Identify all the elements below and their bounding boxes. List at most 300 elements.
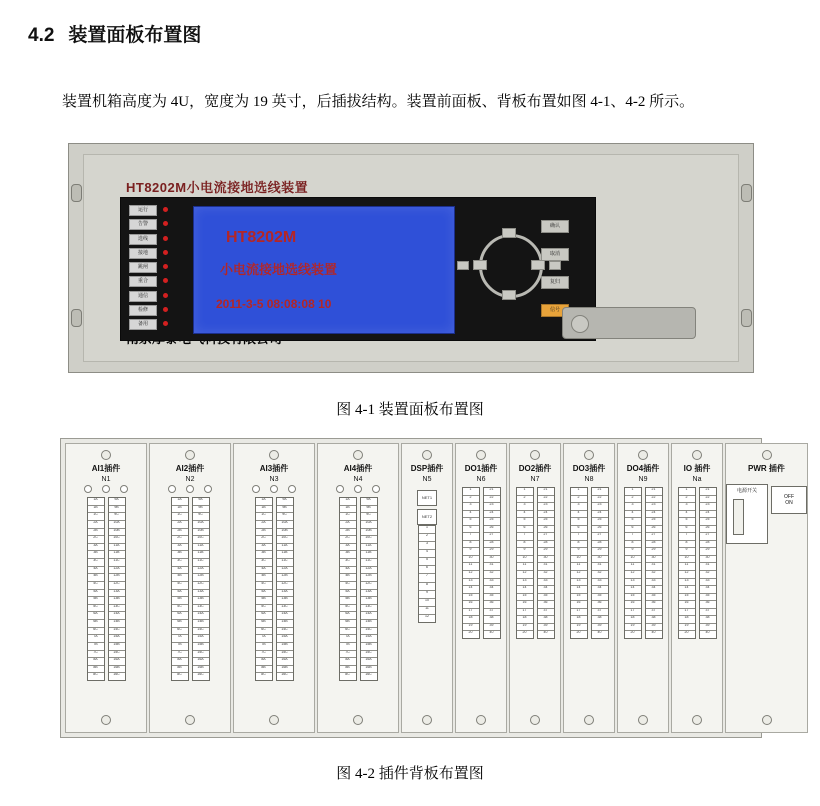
terminal-cell: 6A [340, 612, 356, 620]
indicator-led-column [129, 204, 185, 334]
dip-switch[interactable] [771, 486, 807, 514]
terminal-cell: 11A [277, 544, 293, 552]
led-row [129, 261, 185, 275]
terminal-cell: 34 [538, 586, 554, 594]
led-row [129, 204, 185, 218]
backplane-slot [317, 443, 399, 733]
terminal-cell: 14 [463, 586, 479, 594]
terminal-cell: 4B [256, 574, 272, 582]
function-key-2[interactable]: 取消 [541, 248, 569, 261]
nav-down-button[interactable] [502, 290, 516, 300]
terminal-cell: 9A [193, 498, 209, 506]
terminal-cell: 24 [700, 511, 716, 519]
terminal-cell: 16C [281, 673, 288, 677]
terminal-cell: 11A [193, 544, 209, 552]
slot-label: DO1插件 [464, 464, 498, 473]
terminal-cell: 14A [277, 612, 293, 620]
terminal-cell: 3A [256, 544, 272, 552]
terminal-cell: 1C [172, 513, 188, 521]
terminal-cell: 7C [88, 651, 104, 659]
slot-label: DO2插件 [518, 464, 552, 473]
terminal-cell: 9A [277, 498, 293, 506]
terminal-cell: 10A [361, 521, 377, 529]
led-row [129, 304, 185, 318]
screw-icon [692, 450, 702, 460]
device-model-label: HT8202M小电流接地选线装置 [126, 180, 309, 195]
connector-dot-icon [204, 485, 212, 493]
nav-prev-button[interactable] [457, 261, 469, 270]
terminal-cell: 11B [361, 551, 377, 559]
terminal-cell: 4A [88, 567, 104, 575]
terminal-cell: 25 [700, 518, 716, 526]
connector-dot-group [168, 485, 212, 493]
terminal-cell: 1B [256, 506, 272, 514]
connector-dot-icon [120, 485, 128, 493]
led-indicator-icon [163, 207, 168, 212]
terminal-cell: 38 [646, 616, 662, 624]
terminal-cell: 17 [517, 609, 533, 617]
figure-front-panel [68, 143, 754, 373]
terminal-cell: 3 [679, 503, 695, 511]
terminal-cell: 18 [517, 616, 533, 624]
terminal-cell: 23 [700, 503, 716, 511]
terminal-area [150, 495, 230, 732]
led-indicator-icon [163, 250, 168, 255]
terminal-cell: 1C [340, 513, 356, 521]
terminal-block [87, 497, 105, 681]
led-indicator-icon [163, 307, 168, 312]
terminal-cell: 5B [172, 597, 188, 605]
terminal-cell: 20 [576, 631, 581, 635]
terminal-cell: 32 [646, 571, 662, 579]
terminal-cell: 5C [88, 605, 104, 613]
terminal-cell: 30 [484, 556, 500, 564]
terminal-cell: 15C [193, 651, 209, 659]
terminal-cell: 14B [361, 620, 377, 628]
function-key-1[interactable]: 确认 [541, 220, 569, 233]
terminal-cell: 15 [679, 594, 695, 602]
function-key-3[interactable]: 复归 [541, 276, 569, 289]
ethernet-port-1[interactable]: NET1 [417, 490, 437, 506]
terminal-block [360, 497, 378, 681]
terminal-cell: 7B [172, 643, 188, 651]
terminal-cell: 19 [463, 624, 479, 632]
lcd-line-model: HT8202M [226, 229, 297, 246]
terminal-cell: 13A [109, 590, 125, 598]
terminal-cell: 17 [679, 609, 695, 617]
backplane-slot [671, 443, 723, 733]
terminal-cell: 9C [109, 513, 125, 521]
terminal-cell: 14B [109, 620, 125, 628]
terminal-area [234, 495, 314, 732]
terminal-cell: 8C [177, 673, 182, 677]
screw-icon [101, 715, 111, 725]
terminal-cell: 6C [256, 628, 272, 636]
terminal-cell: 13A [277, 590, 293, 598]
screw-icon [476, 450, 486, 460]
terminal-cell: 7 [419, 574, 435, 582]
figure-1-caption: 图 4-1 装置面板布置图 [336, 402, 484, 418]
terminal-cell: 11A [109, 544, 125, 552]
terminal-cell: 17 [571, 609, 587, 617]
screw-icon [185, 450, 195, 460]
terminal-cell: 4C [172, 582, 188, 590]
terminal-cell: 5C [256, 605, 272, 613]
terminal-cell: 7B [256, 643, 272, 651]
terminal-cell: 15A [193, 635, 209, 643]
screw-icon [185, 715, 195, 725]
led-indicator-icon [163, 278, 168, 283]
led-label: 检修 [129, 305, 157, 316]
terminal-cell: 23 [484, 503, 500, 511]
terminal-cell: 10C [277, 536, 293, 544]
terminal-cell: 12 [571, 571, 587, 579]
terminal-cell: 11B [109, 551, 125, 559]
backplane-slot [149, 443, 231, 733]
terminal-cell: 13C [109, 605, 125, 613]
terminal-area [66, 495, 146, 732]
nav-up-button[interactable] [502, 228, 516, 238]
terminal-cell: 16B [109, 666, 125, 674]
body-paragraph: 装置机箱高度为 4U，宽度为 19 英寸，后插拔结构。装置前面板、背板布置如图 4-1、4-2 所示。 [62, 94, 695, 110]
terminal-cell: 3 [419, 542, 435, 550]
terminal-area [456, 485, 506, 732]
terminal-cell: 15B [277, 643, 293, 651]
terminal-cell: 7 [517, 533, 533, 541]
terminal-cell: 9B [361, 506, 377, 514]
terminal-cell: 16B [193, 666, 209, 674]
terminal-cell: 33 [700, 579, 716, 587]
terminal-cell: 39 [538, 624, 554, 632]
led-row [129, 247, 185, 261]
terminal-cell: 11A [361, 544, 377, 552]
terminal-cell: 9C [361, 513, 377, 521]
terminal-cell: 12 [517, 571, 533, 579]
terminal-cell: 13C [193, 605, 209, 613]
terminal-cell: 12A [193, 567, 209, 575]
terminal-cell: 15 [625, 594, 641, 602]
terminal-cell: 27 [592, 533, 608, 541]
terminal-cell: 21 [592, 488, 608, 496]
terminal-cell: 26 [700, 526, 716, 534]
terminal-cell: 21 [646, 488, 662, 496]
terminal-cell: 38 [538, 616, 554, 624]
terminal-cell: 30 [700, 556, 716, 564]
terminal-cell: 5A [172, 590, 188, 598]
terminal-cell: 8 [571, 541, 587, 549]
lcd-line-subtitle: 小电流接地选线装置 [220, 262, 338, 277]
slot-sub-label: N3 [269, 476, 279, 483]
terminal-cell: 9A [109, 498, 125, 506]
terminal-cell: 2C [172, 536, 188, 544]
terminal-cell: 15C [361, 651, 377, 659]
led-label: 跳闸 [129, 262, 157, 273]
terminal-cell: 15 [463, 594, 479, 602]
screw-icon [422, 715, 432, 725]
mount-hole-icon [71, 184, 82, 202]
terminal-cell: 17 [463, 609, 479, 617]
terminal-cell: 33 [592, 579, 608, 587]
terminal-cell: 1 [419, 526, 435, 534]
power-switch-lever[interactable] [733, 499, 744, 535]
terminal-cell: 2B [256, 529, 272, 537]
terminal-cell: 15B [361, 643, 377, 651]
terminal-cell: 6 [419, 566, 435, 574]
front-panel-black-area [120, 197, 596, 341]
terminal-cell: 18 [463, 616, 479, 624]
terminal-cell: 20 [630, 631, 635, 635]
terminal-cell: 16C [197, 673, 204, 677]
terminal-area [564, 485, 614, 732]
terminal-cell: 26 [646, 526, 662, 534]
led-indicator-icon [163, 293, 168, 298]
terminal-area [672, 485, 722, 732]
terminal-cell: 13B [109, 597, 125, 605]
terminal-cell: 8A [172, 658, 188, 666]
terminal-cell: 4 [679, 511, 695, 519]
terminal-cell: 10C [361, 536, 377, 544]
terminal-cell: 34 [700, 586, 716, 594]
terminal-block [339, 497, 357, 681]
terminal-block [624, 487, 642, 639]
terminal-cell: 10A [109, 521, 125, 529]
terminal-cell: 19 [679, 624, 695, 632]
led-label: 接地 [129, 248, 157, 259]
terminal-cell: 3 [571, 503, 587, 511]
terminal-cell: 10C [193, 536, 209, 544]
terminal-cell: 12C [277, 582, 293, 590]
terminal-cell: 10A [193, 521, 209, 529]
terminal-cell: 2B [172, 529, 188, 537]
terminal-cell: 15B [109, 643, 125, 651]
connector-dot-icon [354, 485, 362, 493]
terminal-cell: 16A [361, 658, 377, 666]
terminal-cell: 26 [538, 526, 554, 534]
terminal-cell: 8 [463, 541, 479, 549]
led-label: 备用 [129, 319, 157, 330]
terminal-cell: 39 [646, 624, 662, 632]
terminal-cell: 3B [172, 551, 188, 559]
terminal-cell: 11C [193, 559, 209, 567]
terminal-cell: 15B [193, 643, 209, 651]
terminal-cell: 25 [592, 518, 608, 526]
terminal-cell: 39 [484, 624, 500, 632]
terminal-cell: 11 [679, 563, 695, 571]
led-indicator-icon [163, 321, 168, 326]
terminal-cell: 4A [256, 567, 272, 575]
terminal-cell: 37 [538, 609, 554, 617]
led-row [129, 275, 185, 289]
terminal-cell: 34 [646, 586, 662, 594]
terminal-cell: 16C [113, 673, 120, 677]
slot-sub-label: N4 [353, 476, 363, 483]
terminal-area [726, 476, 807, 732]
terminal-cell: 10 [463, 556, 479, 564]
terminal-cell: 29 [646, 548, 662, 556]
terminal-cell: 11 [419, 607, 435, 615]
dip-switch-label: OFF [784, 494, 794, 500]
terminal-cell: 5A [88, 590, 104, 598]
terminal-cell: 8A [256, 658, 272, 666]
terminal-cell: 3 [463, 503, 479, 511]
terminal-cell: 31 [484, 563, 500, 571]
terminal-cell: 13 [463, 579, 479, 587]
led-label: 运行 [129, 205, 157, 216]
terminal-cell: 13 [679, 579, 695, 587]
led-label: 重合 [129, 276, 157, 287]
terminal-cell: 13B [277, 597, 293, 605]
terminal-cell: 1 [463, 488, 479, 496]
terminal-cell: 32 [592, 571, 608, 579]
terminal-cell: 10A [277, 521, 293, 529]
terminal-cell: 9C [193, 513, 209, 521]
dsp-connector-column [417, 487, 437, 623]
terminal-cell: 33 [484, 579, 500, 587]
terminal-cell: 32 [700, 571, 716, 579]
terminal-cell: 28 [700, 541, 716, 549]
ethernet-port-2[interactable]: NET2 [417, 509, 437, 525]
backplane-slot [65, 443, 147, 733]
terminal-cell: 20 [684, 631, 689, 635]
terminal-cell: 8B [340, 666, 356, 674]
power-switch-box[interactable] [726, 484, 768, 544]
terminal-cell: 16 [679, 601, 695, 609]
terminal-cell: 14 [679, 586, 695, 594]
terminal-cell: 1B [88, 506, 104, 514]
terminal-cell: 20 [522, 631, 527, 635]
terminal-cell: 36 [592, 601, 608, 609]
terminal-cell: 18 [571, 616, 587, 624]
terminal-cell: 4 [625, 511, 641, 519]
terminal-cell: 23 [538, 503, 554, 511]
terminal-cell: 7A [340, 635, 356, 643]
terminal-cell: 2A [256, 521, 272, 529]
function-key-4[interactable]: 信号 [541, 304, 569, 317]
terminal-cell: 3A [172, 544, 188, 552]
terminal-cell: 11C [361, 559, 377, 567]
terminal-block [108, 497, 126, 681]
terminal-cell: 30 [646, 556, 662, 564]
terminal-area [402, 485, 452, 732]
slot-sub-label: N7 [530, 476, 540, 483]
terminal-cell: 4C [256, 582, 272, 590]
panel-handle [562, 307, 696, 339]
terminal-cell: 21 [700, 488, 716, 496]
terminal-cell: 10 [517, 556, 533, 564]
navigation-pad[interactable] [473, 228, 545, 300]
terminal-cell: 35 [646, 594, 662, 602]
terminal-cell: 10 [625, 556, 641, 564]
connector-dot-group [336, 485, 380, 493]
terminal-cell: 11B [193, 551, 209, 559]
terminal-block [255, 497, 273, 681]
terminal-cell: 8 [517, 541, 533, 549]
terminal-cell: 3 [517, 503, 533, 511]
screw-icon [584, 450, 594, 460]
terminal-cell: 7B [88, 643, 104, 651]
terminal-cell: 19 [571, 624, 587, 632]
terminal-cell: 12B [277, 574, 293, 582]
slot-label: IO 插件 [683, 464, 711, 473]
terminal-cell: 13C [361, 605, 377, 613]
terminal-cell: 16 [625, 601, 641, 609]
terminal-cell: 10B [277, 529, 293, 537]
terminal-cell: 6A [256, 612, 272, 620]
terminal-cell: 8 [625, 541, 641, 549]
screw-icon [692, 715, 702, 725]
terminal-cell: 2 [419, 534, 435, 542]
terminal-cell: 16A [109, 658, 125, 666]
slot-label: AI1插件 [91, 464, 121, 473]
terminal-cell: 29 [700, 548, 716, 556]
terminal-cell: 17 [625, 609, 641, 617]
terminal-cell: 9 [625, 548, 641, 556]
terminal-cell: 40 [543, 631, 548, 635]
figure-2-caption: 图 4-2 插件背板布置图 [336, 766, 484, 782]
terminal-cell: 7A [256, 635, 272, 643]
terminal-cell: 12B [361, 574, 377, 582]
screw-icon [422, 450, 432, 460]
terminal-cell: 7 [463, 533, 479, 541]
nav-left-button[interactable] [473, 260, 487, 270]
terminal-cell: 3C [340, 559, 356, 567]
power-switch-title: 电源开关 [736, 488, 757, 494]
terminal-cell: 35 [592, 594, 608, 602]
terminal-cell: 14 [517, 586, 533, 594]
terminal-cell: 11 [571, 563, 587, 571]
led-row [129, 318, 185, 332]
terminal-cell: 3B [340, 551, 356, 559]
terminal-cell: 6A [88, 612, 104, 620]
connector-dot-icon [102, 485, 110, 493]
terminal-cell: 5 [679, 518, 695, 526]
terminal-cell: 14C [277, 628, 293, 636]
terminal-cell: 24 [538, 511, 554, 519]
terminal-block [418, 525, 436, 623]
terminal-cell: 10 [419, 599, 435, 607]
backplane-slot [509, 443, 561, 733]
terminal-cell: 26 [484, 526, 500, 534]
terminal-cell: 2A [88, 521, 104, 529]
slot-label: PWR 插件 [748, 464, 785, 473]
terminal-cell: 4 [419, 550, 435, 558]
terminal-cell: 6C [88, 628, 104, 636]
terminal-cell: 4A [340, 567, 356, 575]
terminal-cell: 7B [340, 643, 356, 651]
terminal-cell: 31 [538, 563, 554, 571]
terminal-cell: 33 [646, 579, 662, 587]
terminal-cell: 29 [484, 548, 500, 556]
terminal-cell: 6B [172, 620, 188, 628]
terminal-cell: 1A [340, 498, 356, 506]
led-row [129, 290, 185, 304]
terminal-cell: 7A [172, 635, 188, 643]
terminal-cell: 2C [256, 536, 272, 544]
terminal-cell: 27 [484, 533, 500, 541]
terminal-cell: 22 [592, 496, 608, 504]
terminal-cell: 9 [679, 548, 695, 556]
terminal-cell: 24 [646, 511, 662, 519]
terminal-cell: 5B [340, 597, 356, 605]
terminal-cell: 2 [625, 496, 641, 504]
terminal-cell: 28 [538, 541, 554, 549]
dip-switch-label: ON [785, 500, 793, 506]
terminal-cell: 2C [88, 536, 104, 544]
terminal-cell: 21 [484, 488, 500, 496]
terminal-cell: 3A [340, 544, 356, 552]
terminal-cell: 36 [484, 601, 500, 609]
led-row [129, 233, 185, 247]
